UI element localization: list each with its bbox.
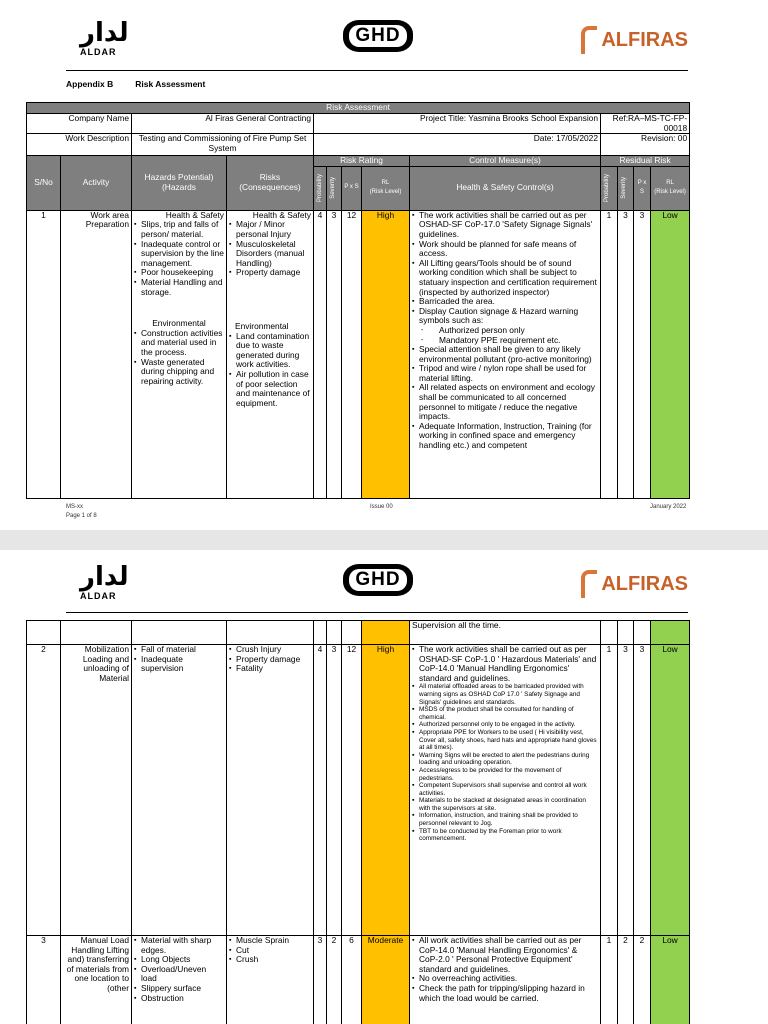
alfiras-logo: ALFIRAS [581, 564, 688, 604]
residual-level-low: Low [651, 936, 690, 1024]
page-gap [0, 530, 768, 550]
risk-level-high: High [362, 210, 410, 498]
col-res-probability: Probability [604, 174, 610, 203]
project-title: Project Title: Yasmina Brooks School Expansion [314, 114, 601, 134]
risk-level-moderate: Moderate [362, 936, 410, 1024]
revision: Revision: 00 [601, 134, 690, 156]
company-label: Company Name [27, 114, 132, 134]
risk-table-continued [26, 620, 690, 1024]
col-hs-control: Health & Safety Control(s) [410, 166, 601, 210]
risk-table [26, 102, 690, 499]
ghd-logo: GHD [343, 564, 413, 596]
page-2 [0, 550, 768, 1024]
work-value: Testing and Commissioning of Fire Pump Set System [132, 134, 314, 156]
continuation-text: Supervision all the time. [410, 621, 601, 645]
residual-level-low: Low [651, 645, 690, 936]
col-control: Control Measure(s) [410, 156, 601, 167]
col-res-severity: Severity [621, 177, 627, 200]
risk-level-high: High [362, 645, 410, 936]
footer-date: January 2022 [650, 504, 687, 510]
alfiras-logo: ALFIRAS [581, 20, 688, 60]
appendix-heading: Appendix B Risk Assessment [66, 79, 206, 89]
header-rule [66, 612, 688, 613]
ghd-logo: GHD [343, 20, 413, 52]
col-res-rl: RL (Risk Level) [651, 166, 690, 210]
footer-issue: Issue 00 [370, 504, 393, 510]
aldar-logo: ﻟﺪﺍﺭ ALDAR [80, 18, 129, 57]
col-severity: Severity [330, 177, 336, 200]
work-label: Work Description [27, 134, 132, 156]
aldar-logo: ﻟﺪﺍﺭ ALDAR [80, 562, 129, 601]
col-hazards: Hazards Potential) (Hazards [132, 156, 227, 211]
header-rule [66, 70, 688, 71]
banner: Risk Assessment [27, 103, 690, 114]
col-pxs: P x S [342, 166, 362, 210]
table-row: 3 Manual Load Handling Lifting and) transferring of materials from one location to (other ▪ Material with sharp edges. ▪ Long Objects ▪ Overload/Uneven load ▪ Slippery surface ▪ Obstruction ▪ Muscle Sprain ▪ Cut ▪ Crush 3 2 6 Moderate ▪ All work activities shall be carried out as per CoP-14.0 'Manual Handling Ergonomics' & CoP-2.0 ' Personal Protective Equipment' standard and guidelines. ▪ No overreaching activities. ▪ Check the path for tripping/slipping hazard in which the load would be carried. 1 2 2 Low [27, 936, 690, 1024]
table-row: 2 Mobilization Loading and unloading of Material ▪ Fall of material ▪ Inadequate supervision ▪ Crush Injury ▪ Property damage ▪ Fatality 4 3 12 High ▪ The work activities shall be carried out as per OSHAD-SF CoP-1.0 ' Hazardous Materials' and CoP-14.0 'Manual Handling Ergonomics' standard and guidelines. ▪ All material offloaded areas to be barricaded provided with warning signs as OSHAD CoP 17.0 ' Safety Signage and Signals' guidelines and standards. ▪ MSDS of the product shall be consulted for handling of chemical. ▪ Authorized personnel only to be engaged in the activity. ▪ Appropriate PPE for Workers to be used ( Hi visibility vest, Cover all, safety shoes, hard hats and appropriate hand gloves at all times). ▪ Warning Signs will be erected to alert the pedestrians during loading and unloading operation. ▪ Access/egress to be provided for the movement of pedestrians. ▪ Competent Supervisors shall supervise and control all work activities. ▪ Materials to be stacked at designated areas in coordination with the supervisors at site. ▪ Information, instruction, and training shall be provided to personnel relevant to Jog. ▪ TBT to be conducted by the Foreman prior to work commencement. 1 3 3 Low [27, 645, 690, 936]
col-res-pxs: P x S [634, 166, 651, 210]
col-activity: Activity [61, 156, 132, 211]
residual-level-low: Low [651, 210, 690, 498]
logo-bar [66, 558, 688, 608]
table-row: 1 Work area Preparation Health & Safety ▪ Slips, trip and falls of person/ material. ▪ Inadequate control or supervision by the line management. ▪ Poor housekeeping ▪ Material Handling and storage. Environmental ▪ Construction activities and material used in the process. ▪ Waste generated during chipping and repairing activity. Health & Safety ▪ Major / Minor personal Injury ▪ Musculoskeletal Disorders (manual Handling) ▪ Property damage Environmental ▪ Land contamination due to waste generated during work activities. ▪ Air pollution in case of poor selection and maintenance of equipment. 4 3 12 High ▪ The work activities shall be carried out as per OSHAD-SF CoP-17.0 'Safety Signage Signals' guidelines. ▪ Work should be planned for safe means of access. ▪ All Lifting gears/Tools should be of sound working condition which shall be subject to statuary inspection and certification requirement (inspected by authorized inspector) ▪ Barricaded the area. ▪ Display Caution signage & Hazard warning symbols such as: - Authorized person only - Mandatory PPE requirement etc. ▪ Special attention shall be given to any likely environmental pollutant (pro-active monitoring) ▪ Tripod and wire / nylon rope shall be used for material lifting. ▪ All related aspects on environment and ecology shall be communicated to all concerned personnel to mitigate / reduce the negative impacts. ▪ Adequate Information, Instruction, Training (for working in confined space and emergency handling etc.) and competent 1 3 3 Low [27, 210, 690, 498]
logo-bar [66, 14, 688, 64]
col-risks: Risks (Consequences) [227, 156, 314, 211]
date: Date: 17/05/2022 [314, 134, 601, 156]
ref-number: Ref:RA–MS-TC-FP-00018 [601, 114, 690, 134]
company-value: Al Firas General Contracting [132, 114, 314, 134]
col-probability: Probability [317, 174, 323, 203]
col-rl: RL (Risk Level) [362, 166, 410, 210]
col-risk-rating: Risk Rating [314, 156, 410, 167]
col-sno: S/No [27, 156, 61, 211]
footer-page: Page 1 of 8 [66, 513, 97, 519]
col-residual: Residual Risk [601, 156, 690, 167]
footer-code: MS-xx [66, 504, 83, 510]
